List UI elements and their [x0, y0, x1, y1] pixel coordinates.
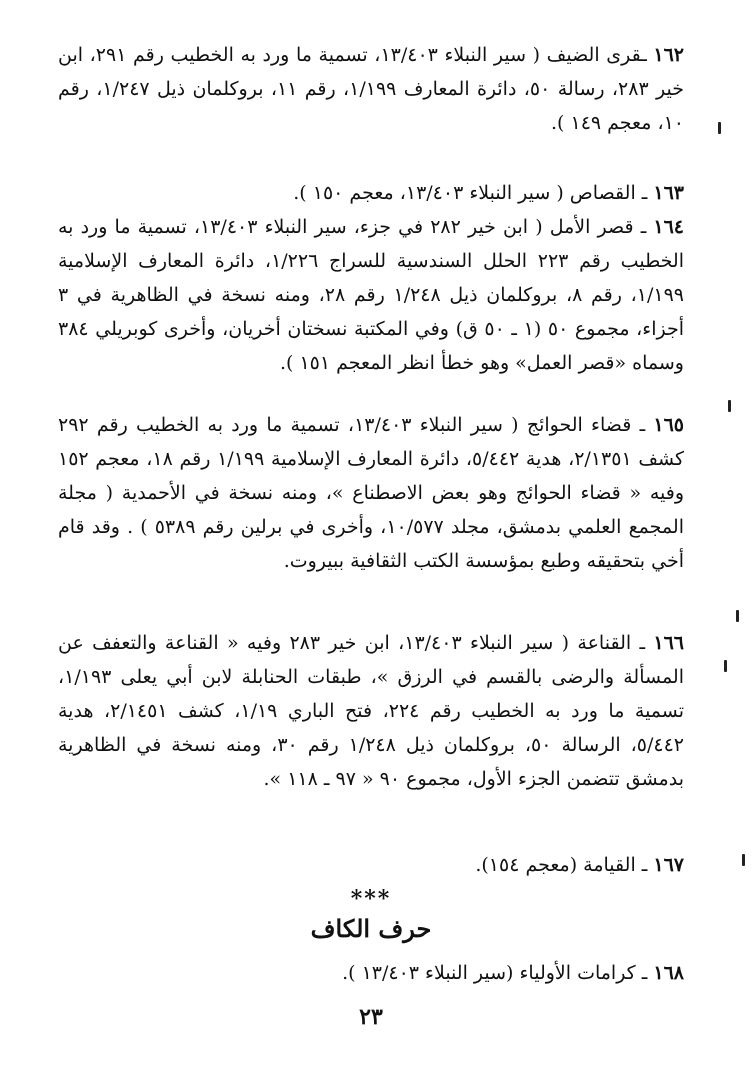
bibliography-entry	[58, 408, 684, 578]
entry-text: ـ القناعة ( سير النبلاء ١٣/٤٠٣، ابن خير ٢٨٣ وفيه « القناعة والتعفف عن المسألة والرضى بالقسم في الرزق »، طبقات الحنابلة لابن أبي يعلى ١/١٩٣، تسمية ما ورد به الخطيب رقم ٢٢٤، فتح الباري ١/١٩، كشف ٢/١٤٥١، هدية ٥/٤٤٢، الرسالة ٥٠، بروكلمان ذيل ١/٢٤٨ رقم ٣٠، ومنه نسخة في الظاهرية بدمشق تتضمن الجزء الأول، مجموع ٩٠ « ٩٧ ـ ١١٨ ».	[58, 632, 685, 790]
entry-text: ـ قصر الأمل ( ابن خير ٢٨٢ في جزء، سير النبلاء ١٣/٤٠٣، تسمية ما ورد به الخطيب رقم ٢٢٣ الحلل السندسية للسراج ١/٢٢٦، دائرة المعارف الإسلامية ١/١٩٩، رقم ٨، بروكلمان ذيل ١/٢٤٨ رقم ٢٨، ومنه نسخة في الظاهرية في ٣ أجزاء، مجموع ٥٠ (١ ـ ٥٠ ق) وفي المكتبة نسختان أخريان، وأخرى كوبريلي ٣٨٤ وسماه «قصر العمل» وهو خطأ انظر المعجم ١٥١ ).	[58, 216, 684, 374]
entry-number: ١٦٢	[653, 44, 685, 66]
scan-mark	[736, 610, 739, 622]
scan-mark	[742, 854, 745, 866]
scan-mark	[718, 122, 721, 134]
bibliography-entry	[58, 626, 684, 796]
entry-number: ١٦٣	[653, 182, 684, 204]
entry-text: ـقرى الضيف ( سير النبلاء ١٣/٤٠٣، تسمية ما ورد به الخطيب رقم ٢٩١، ابن خير ٢٨٣، رسالة ٥٠، دائرة المعارف ١/١٩٩، رقم ١١، بروكلمان ذيل ١/٢٤٧، رقم ١٠، معجم ١٤٩ ).	[58, 44, 684, 134]
entry-text: ـ القيامة (معجم ١٥٤).	[475, 854, 654, 876]
section-title: حرف الكاف	[310, 914, 432, 943]
entry-number: ١٦٧	[653, 854, 684, 876]
bibliography-entry	[58, 176, 684, 210]
bibliography-entry	[58, 210, 684, 380]
bibliography-entry	[58, 956, 684, 990]
entry-text: ـ القصاص ( سير النبلاء ١٣/٤٠٣، معجم ١٥٠ ).	[293, 182, 654, 204]
entry-number: ١٦٥	[653, 414, 684, 436]
section-separator: ***	[350, 886, 392, 912]
entry-number: ١٦٤	[653, 216, 685, 238]
book-page	[58, 38, 684, 1048]
scan-mark	[724, 660, 727, 672]
bibliography-entry	[58, 848, 684, 882]
entry-text: ـ كرامات الأولياء (سير النبلاء ١٣/٤٠٣ ).	[342, 962, 654, 984]
entry-number: ١٦٨	[653, 962, 684, 984]
bibliography-entry	[58, 38, 684, 140]
entry-number: ١٦٦	[653, 632, 685, 654]
page-number: ٢٣	[359, 1004, 383, 1030]
scan-mark	[728, 400, 731, 412]
entry-text: ـ قضاء الحوائج ( سير النبلاء ١٣/٤٠٣، تسمية ما ورد به الخطيب رقم ٢٩٢ كشف ٢/١٣٥١، هدية ٥/٤٤٢، دائرة المعارف الإسلامية ١/١٩٩ رقم ١٨، معجم ١٥٢ وفيه « قضاء الحوائج وهو بعض الاصطناع »، ومنه نسخة في الأحمدية ( مجلة المجمع العلمي بدمشق، مجلد ١٠/٥٧٧، وأخرى في برلين رقم ٥٣٨٩ ) . وقد قام أخي بتحقيقه وطبع بمؤسسة الكتب الثقافية ببيروت.	[58, 414, 685, 572]
